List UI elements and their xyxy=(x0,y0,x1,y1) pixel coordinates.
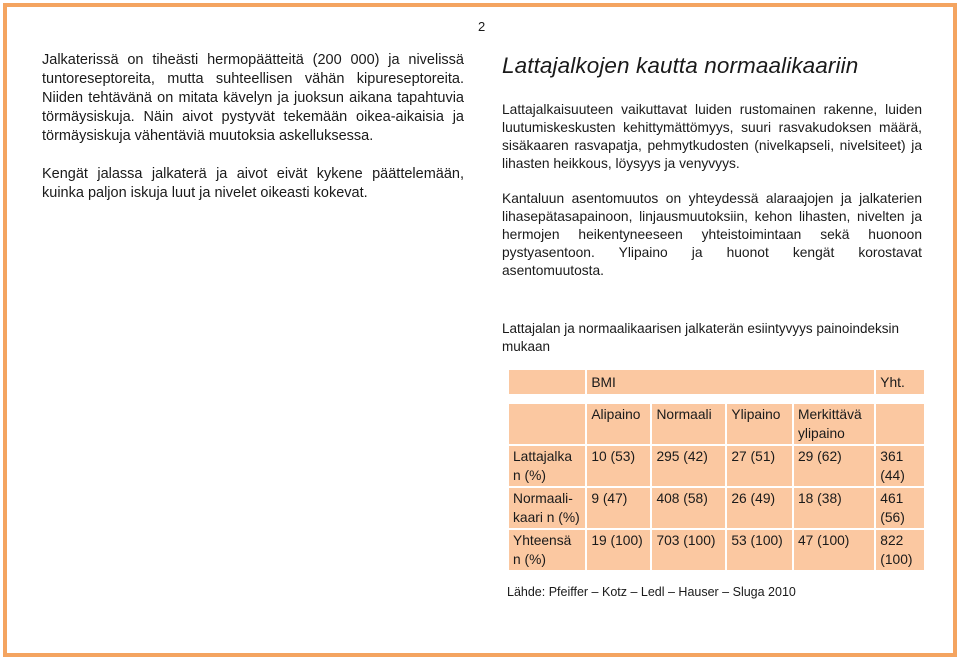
page-number: 2 xyxy=(478,19,486,34)
table-cell: 703 (100) xyxy=(652,530,725,570)
column-header-empty xyxy=(876,404,924,444)
right-paragraph: Lattajalkaisuuteen vaikuttavat luiden rustomainen rakenne, luiden luutumiskeskusten kehittymättömyys, suuri rasvakudoksen määrä, sisäkaaren rasvapatja, pehmytkudosten (nivelkapseli, nivelsiteet) ja lihasten heikkous, löysyys ja venyvyys. xyxy=(502,102,922,171)
column-header: Ylipaino xyxy=(727,404,792,444)
table-source: Lähde: Pfeiffer – Kotz – Ledl – Hauser – Sluga 2010 xyxy=(507,585,796,599)
column-header: Normaali xyxy=(652,404,725,444)
left-column xyxy=(42,51,464,222)
table-cell: 18 (38) xyxy=(794,488,874,528)
right-column xyxy=(502,51,922,297)
bmi-header: BMI xyxy=(587,370,874,394)
table-cell: 822 (100) xyxy=(876,530,924,570)
table-cell: 9 (47) xyxy=(587,488,650,528)
left-paragraph: Kengät jalassa jalkaterä ja aivot eivät kykene päättelemään, kuinka paljon iskuja luut ja nivelet oikeasti kokevat. xyxy=(42,166,464,201)
row-label: Yhteensä n (%) xyxy=(509,530,585,570)
right-paragraph: Kantaluun asentomuutos on yhteydessä alaraajojen ja jalkaterien lihasepätasapainoon, linjausmuutoksiin, kehon lihasten, nivelten ja hermojen heikentyneeseen yhteistoimintaan sekä huonoon pystyasentoon. Ylipaino ja huonot kengät korostavat asentomuutosta. xyxy=(502,191,922,278)
table-corner-cell xyxy=(509,404,585,444)
table-caption: Lattajalan ja normaalikaarisen jalkaterän esiintyvyys painoindeksin mukaan xyxy=(502,321,899,354)
table-cell: 361 (44) xyxy=(876,446,924,486)
table-row xyxy=(509,530,924,570)
table-group-header-row xyxy=(509,370,924,394)
table-cell: 53 (100) xyxy=(727,530,792,570)
table-cell: 29 (62) xyxy=(794,446,874,486)
table-cell: 27 (51) xyxy=(727,446,792,486)
table-cell: 26 (49) xyxy=(727,488,792,528)
total-header: Yht. xyxy=(876,370,924,394)
prevalence-table xyxy=(507,368,926,572)
left-paragraph: Jalkaterissä on tiheästi hermopäätteitä (200 000) ja nivelissä tuntoreseptoreita, mutta suhteellisen vähän kipureseptoreita. Niiden tehtävänä on mitata kävelyn ja juoksun aikana tapahtuvia törmäysiskuja. Näin aivot pystyvät tekemään oikea-aikaisia ja törmäysiskuja vähentäviä muutoksia askelluksessa. xyxy=(42,52,464,144)
column-header: Merkittävä ylipaino xyxy=(794,404,874,444)
row-label: Normaali-kaari n (%) xyxy=(509,488,585,528)
table-cell: 10 (53) xyxy=(587,446,650,486)
table-cell: 295 (42) xyxy=(652,446,725,486)
table-cell: 47 (100) xyxy=(794,530,874,570)
table-corner-cell xyxy=(509,370,585,394)
table-cell: 408 (58) xyxy=(652,488,725,528)
table-row xyxy=(509,488,924,528)
column-header: Alipaino xyxy=(587,404,650,444)
document-page xyxy=(3,3,957,657)
table-cell: 461 (56) xyxy=(876,488,924,528)
section-heading: Lattajalkojen kautta normaalikaariin xyxy=(502,53,859,78)
table-row xyxy=(509,446,924,486)
row-label: Lattajalka n (%) xyxy=(509,446,585,486)
table-cell: 19 (100) xyxy=(587,530,650,570)
table-column-header-row xyxy=(509,404,924,444)
